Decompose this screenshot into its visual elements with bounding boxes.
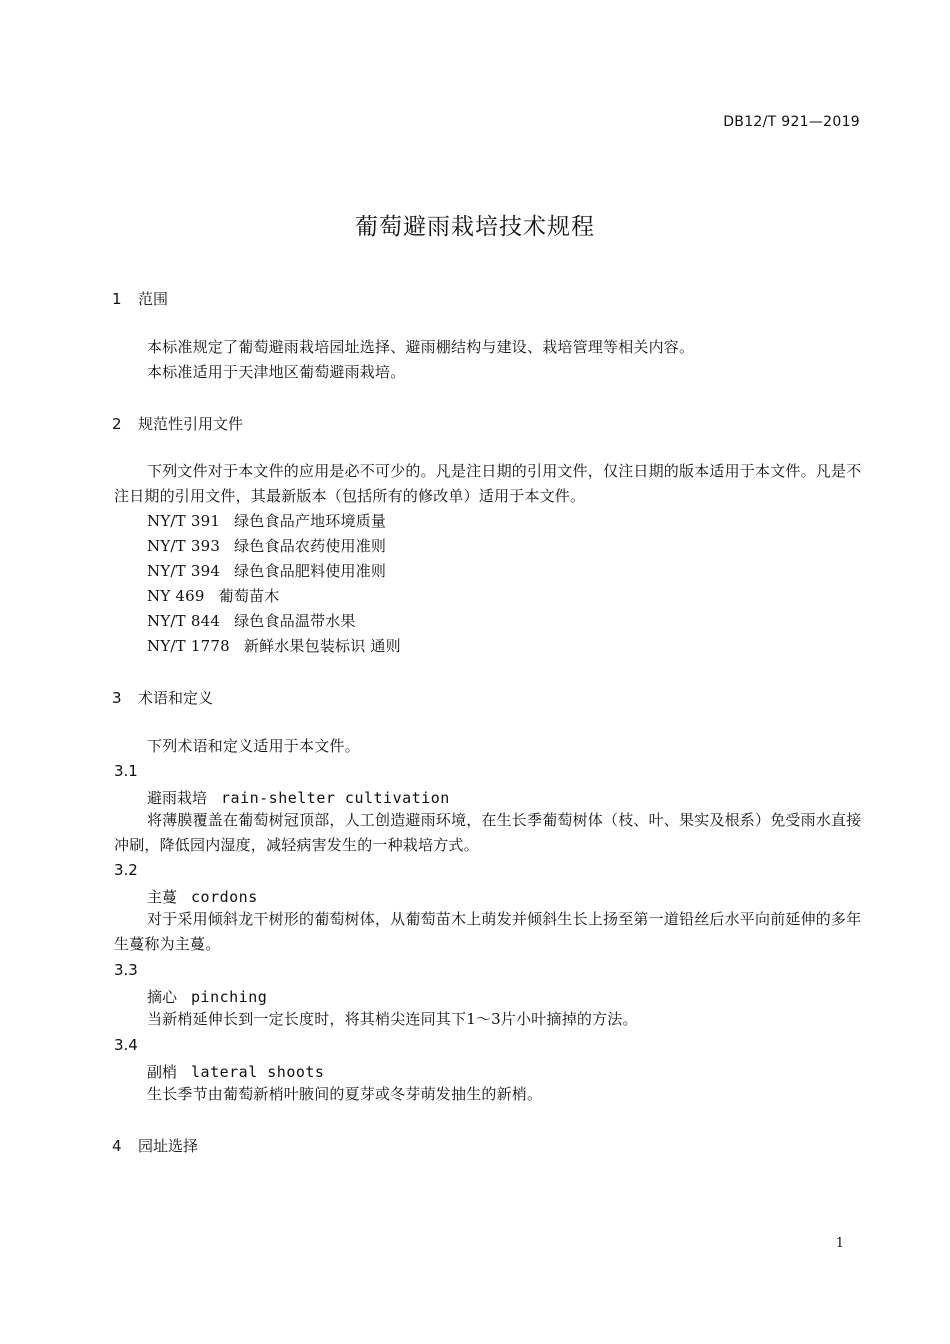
section-title: 范围 bbox=[138, 290, 169, 308]
term-definition: 当新梢延伸长到一定长度时，将其梢尖连同其下1～3片小叶摘掉的方法。 bbox=[147, 1010, 638, 1028]
term-number: 3.3 bbox=[114, 961, 138, 979]
section-2-heading bbox=[112, 413, 243, 434]
reference-code: NY 469 bbox=[147, 587, 205, 605]
reference-title: 葡萄苗木 bbox=[218, 587, 280, 605]
document-code: DB12/T 921—2019 bbox=[723, 114, 860, 130]
reference-code: NY/T 394 bbox=[147, 562, 221, 580]
reference-item bbox=[147, 609, 356, 634]
reference-item bbox=[147, 509, 386, 534]
normative-references-intro: 下列文件对于本文件的应用是必不可少的。凡是注日期的引用文件，仅注日期的版本适用于本文件。凡是不注日期的引用文件，其最新版本（包括所有的修改单）适用于本文件。 bbox=[114, 462, 862, 505]
reference-title: 新鲜水果包装标识 通则 bbox=[243, 637, 401, 655]
section-title: 术语和定义 bbox=[138, 689, 214, 707]
reference-code: NY/T 1778 bbox=[147, 637, 230, 655]
section-number: 4 bbox=[112, 1137, 122, 1155]
term-entry bbox=[147, 1061, 324, 1082]
term-number: 3.4 bbox=[114, 1036, 138, 1054]
section-title: 园址选择 bbox=[138, 1137, 199, 1155]
term-chinese: 主蔓 bbox=[147, 888, 178, 906]
term-definition: 生长季节由葡萄新梢叶腋间的夏芽或冬芽萌发抽生的新梢。 bbox=[147, 1085, 543, 1103]
section-number: 1 bbox=[112, 290, 122, 308]
scope-paragraph-1: 本标准规定了葡萄避雨栽培园址选择、避雨棚结构与建设、栽培管理等相关内容。 bbox=[147, 338, 695, 356]
reference-item bbox=[147, 559, 386, 584]
term-number: 3.2 bbox=[114, 861, 138, 879]
reference-code: NY/T 393 bbox=[147, 537, 221, 555]
reference-title: 绿色食品农药使用准则 bbox=[234, 537, 387, 555]
reference-title: 绿色食品肥料使用准则 bbox=[234, 562, 387, 580]
reference-item bbox=[147, 584, 279, 609]
reference-title: 绿色食品温带水果 bbox=[234, 612, 356, 630]
reference-item bbox=[147, 634, 401, 659]
term-entry bbox=[147, 886, 258, 907]
reference-title: 绿色食品产地环境质量 bbox=[234, 512, 387, 530]
term-entry bbox=[147, 787, 450, 808]
term-chinese: 摘心 bbox=[147, 988, 178, 1006]
reference-code: NY/T 844 bbox=[147, 612, 221, 630]
section-number: 3 bbox=[112, 689, 122, 707]
section-1-heading bbox=[112, 288, 168, 309]
term-chinese: 副梢 bbox=[147, 1063, 178, 1081]
term-english: lateral shoots bbox=[191, 1063, 325, 1081]
term-entry bbox=[147, 986, 267, 1007]
page-number: 1 bbox=[835, 1236, 844, 1251]
section-number: 2 bbox=[112, 415, 122, 433]
reference-item bbox=[147, 534, 386, 559]
term-english: cordons bbox=[191, 888, 258, 906]
term-english: rain-shelter cultivation bbox=[221, 789, 450, 807]
reference-code: NY/T 391 bbox=[147, 512, 221, 530]
section-3-heading bbox=[112, 687, 213, 708]
section-title: 规范性引用文件 bbox=[138, 415, 244, 433]
term-english: pinching bbox=[191, 988, 268, 1006]
term-definition: 将薄膜覆盖在葡萄树冠顶部，人工创造避雨环境，在生长季葡萄树体（枝、叶、果实及根系）免受雨水直接冲刷，降低园内湿度，减轻病害发生的一种栽培方式。 bbox=[114, 811, 862, 854]
terms-intro: 下列术语和定义适用于本文件。 bbox=[147, 737, 360, 755]
term-chinese: 避雨栽培 bbox=[147, 789, 208, 807]
section-4-heading bbox=[112, 1135, 198, 1156]
term-definition: 对于采用倾斜龙干树形的葡萄树体，从葡萄苗木上萌发并倾斜生长上扬至第一道铅丝后水平向前延伸的多年生蔓称为主蔓。 bbox=[114, 910, 862, 953]
document-title: 葡萄避雨栽培技术规程 bbox=[355, 214, 595, 240]
term-number: 3.1 bbox=[114, 762, 138, 780]
scope-paragraph-2: 本标准适用于天津地区葡萄避雨栽培。 bbox=[147, 363, 406, 381]
